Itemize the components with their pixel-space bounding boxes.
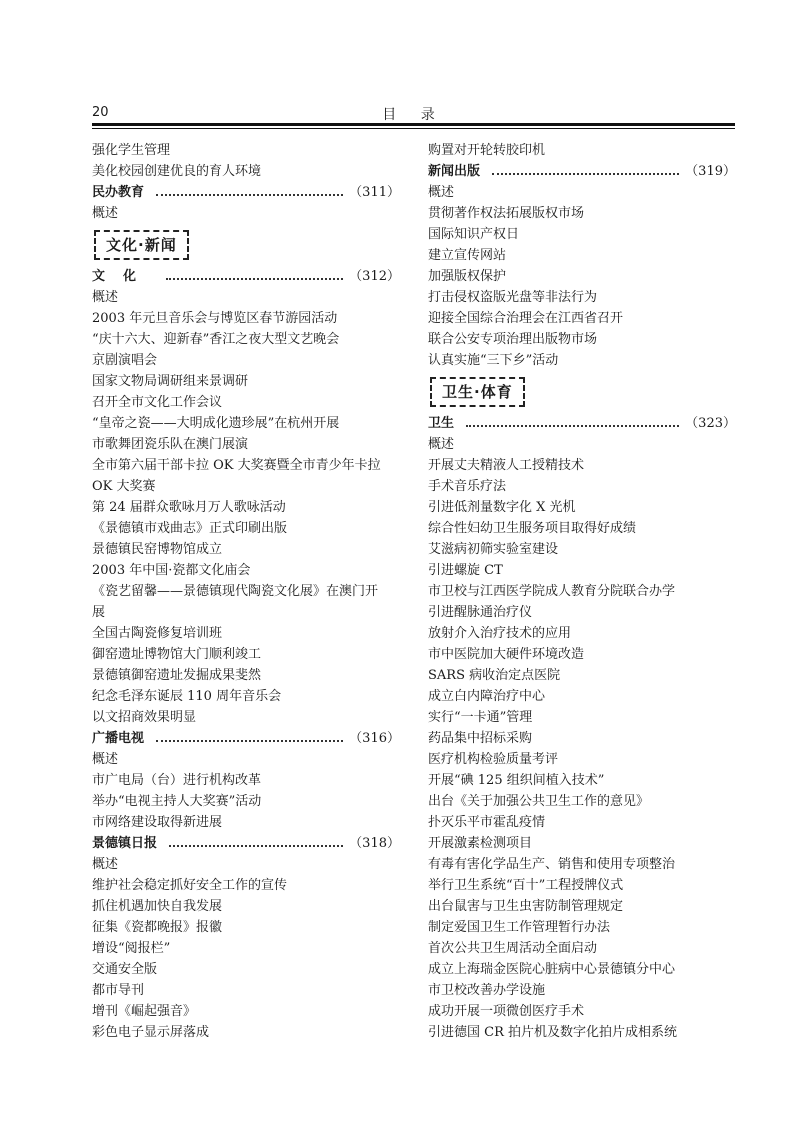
dot-leader xyxy=(156,194,343,196)
toc-entry: 艾滋病初筛实验室建设 xyxy=(428,542,559,557)
toc-entry: 建立宣传网站 xyxy=(428,248,507,263)
toc-entry: 彩色电子显示屏落成 xyxy=(92,1025,210,1040)
toc-entry: “皇帝之瓷——大明成化遗珍展”在杭州开展 xyxy=(92,416,340,431)
toc-entry: 开展丈夫精液人工授精技术 xyxy=(428,458,585,473)
category-banner-label: 卫生·体育 xyxy=(430,377,525,407)
toc-entry: 御窑遗址博物馆大门顺利竣工 xyxy=(92,647,262,662)
section-page-number: （312） xyxy=(349,269,400,284)
toc-entry: 纪念毛泽东诞辰 110 周年音乐会 xyxy=(92,689,282,704)
toc-entry: 概述 xyxy=(92,752,119,767)
toc-entry: 京剧演唱会 xyxy=(92,353,158,368)
toc-entry: 强化学生管理 xyxy=(92,143,171,158)
toc-entry: 概述 xyxy=(92,857,119,872)
toc-section-heading xyxy=(92,833,400,854)
toc-entry: 手术音乐疗法 xyxy=(428,479,507,494)
section-title: 民办教育 xyxy=(92,185,145,200)
page-number: 20 xyxy=(92,105,109,120)
toc-entry: OK 大奖赛 xyxy=(92,479,156,494)
toc-entry: 放射介入治疗技术的应用 xyxy=(428,626,572,641)
toc-entry: 引进低剂量数字化 X 光机 xyxy=(428,500,576,515)
toc-entry: 加强版权保护 xyxy=(428,269,507,284)
toc-entry: 购置对开轮转胶印机 xyxy=(428,143,546,158)
toc-entry: 打击侵权盗版光盘等非法行为 xyxy=(428,290,598,305)
toc-entry: 迎接全国综合治理会在江西省召开 xyxy=(428,311,624,326)
toc-entry: 召开全市文化工作会议 xyxy=(92,395,223,410)
header-rule-thick xyxy=(92,123,735,126)
dot-leader xyxy=(166,278,343,280)
toc-entry: 景德镇民窑博物馆成立 xyxy=(92,542,223,557)
toc-section-heading xyxy=(92,728,400,749)
toc-entry: 药品集中招标采购 xyxy=(428,731,533,746)
header-rule-thin xyxy=(92,128,735,129)
toc-entry: 概述 xyxy=(428,437,455,452)
toc-entry: 国际知识产权日 xyxy=(428,227,520,242)
section-title: 卫生 xyxy=(428,416,455,431)
toc-entry: 增设“阅报栏” xyxy=(92,941,171,956)
toc-entry: 概述 xyxy=(428,185,455,200)
toc-left-column xyxy=(92,140,400,1043)
dot-leader xyxy=(169,845,343,847)
toc-entry: 出台鼠害与卫生虫害防制管理规定 xyxy=(428,899,624,914)
toc-entry: 开展“碘 125 组织间植入技术” xyxy=(428,773,605,788)
section-page-number: （318） xyxy=(349,836,400,851)
section-page-number: （323） xyxy=(685,416,736,431)
toc-entry: 2003 年元旦音乐会与博览区春节游园活动 xyxy=(92,311,338,326)
toc-entry: 引进德国 CR 拍片机及数字化拍片成相系统 xyxy=(428,1025,677,1040)
toc-entry: 第 24 届群众歌咏月万人歌咏活动 xyxy=(92,500,286,515)
toc-entry: 认真实施“三下乡”活动 xyxy=(428,353,559,368)
toc-entry: 抓住机遇加快自我发展 xyxy=(92,899,223,914)
toc-entry: 引进螺旋 CT xyxy=(428,563,503,578)
toc-entry: 市歌舞团瓷乐队在澳门展演 xyxy=(92,437,249,452)
toc-entry: 综合性妇幼卫生服务项目取得好成绩 xyxy=(428,521,637,536)
category-banner xyxy=(428,371,736,413)
toc-entry: 增刊《崛起强音》 xyxy=(92,1004,197,1019)
toc-entry: 出台《关于加强公共卫生工作的意见》 xyxy=(428,794,650,809)
toc-entry: 《景德镇市戏曲志》正式印刷出版 xyxy=(92,521,288,536)
section-page-number: （319） xyxy=(685,164,736,179)
toc-entry: 联合公安专项治理出版物市场 xyxy=(428,332,598,347)
toc-entry: 市中医院加大硬件环境改造 xyxy=(428,647,585,662)
category-banner xyxy=(92,224,400,266)
toc-entry: 举办“电视主持人大奖赛”活动 xyxy=(92,794,262,809)
dot-leader xyxy=(156,740,343,742)
section-title: 新闻出版 xyxy=(428,164,481,179)
toc-right-column xyxy=(428,140,736,1043)
toc-entry: 概述 xyxy=(92,206,119,221)
toc-entry: 贯彻著作权法拓展版权市场 xyxy=(428,206,585,221)
toc-entry: 成立上海瑞金医院心脏病中心景德镇分中心 xyxy=(428,962,676,977)
toc-entry: 2003 年中国·瓷都文化庙会 xyxy=(92,563,251,578)
toc-section-heading xyxy=(428,413,736,434)
toc-entry: 扑灭乐平市霍乱疫情 xyxy=(428,815,546,830)
toc-entry: 举行卫生系统“百十”工程授牌仪式 xyxy=(428,878,624,893)
toc-entry: 开展激素检测项目 xyxy=(428,836,533,851)
toc-entry: 交通安全版 xyxy=(92,962,158,977)
toc-entry: 首次公共卫生周活动全面启动 xyxy=(428,941,598,956)
toc-entry: SARS 病收治定点医院 xyxy=(428,668,561,683)
toc-entry: 制定爱国卫生工作管理暂行办法 xyxy=(428,920,611,935)
toc-section-heading xyxy=(92,266,400,287)
toc-entry: 征集《瓷都晚报》报徽 xyxy=(92,920,223,935)
section-title: 文化 xyxy=(92,269,155,284)
toc-entry: 实行“一卡通”管理 xyxy=(428,710,533,725)
dot-leader xyxy=(466,425,679,427)
section-title: 景德镇日报 xyxy=(92,836,158,851)
toc-entry: 医疗机构检验质量考评 xyxy=(428,752,559,767)
category-banner-label: 文化·新闻 xyxy=(94,230,189,260)
toc-entry: 引进醒脉通治疗仪 xyxy=(428,605,533,620)
toc-entry: 美化校园创建优良的育人环境 xyxy=(92,164,262,179)
section-title: 广播电视 xyxy=(92,731,145,746)
toc-entry: 展 xyxy=(92,605,106,620)
toc-entry: 市广电局（台）进行机构改革 xyxy=(92,773,262,788)
toc-entry: “庆十六大、迎新春”香江之夜大型文艺晚会 xyxy=(92,332,340,347)
section-page-number: （316） xyxy=(349,731,400,746)
toc-entry: 全市第六届干部卡拉 OK 大奖赛暨全市青少年卡拉 xyxy=(92,458,381,473)
toc-entry: 市卫校与江西医学院成人教育分院联合办学 xyxy=(428,584,676,599)
toc-entry: 成立白内障治疗中心 xyxy=(428,689,546,704)
toc-entry: 以文招商效果明显 xyxy=(92,710,197,725)
toc-section-heading xyxy=(428,161,736,182)
dot-leader xyxy=(492,173,679,175)
page-title: 目 录 xyxy=(382,107,445,123)
section-page-number: （311） xyxy=(349,185,400,200)
toc-entry: 市卫校改善办学设施 xyxy=(428,983,546,998)
toc-entry: 全国古陶瓷修复培训班 xyxy=(92,626,223,641)
toc-entry: 国家文物局调研组来景调研 xyxy=(92,374,249,389)
toc-entry: 成功开展一项微创医疗手术 xyxy=(428,1004,585,1019)
toc-entry: 市网络建设取得新进展 xyxy=(92,815,223,830)
toc-entry: 《瓷艺留馨——景德镇现代陶瓷文化展》在澳门开 xyxy=(92,584,379,599)
toc-entry: 有毒有害化学品生产、销售和使用专项整治 xyxy=(428,857,676,872)
toc-entry: 概述 xyxy=(92,290,119,305)
toc-entry: 景德镇御窑遗址发掘成果斐然 xyxy=(92,668,262,683)
toc-entry: 维护社会稳定抓好安全工作的宣传 xyxy=(92,878,288,893)
toc-entry: 都市导刊 xyxy=(92,983,145,998)
toc-section-heading xyxy=(92,182,400,203)
